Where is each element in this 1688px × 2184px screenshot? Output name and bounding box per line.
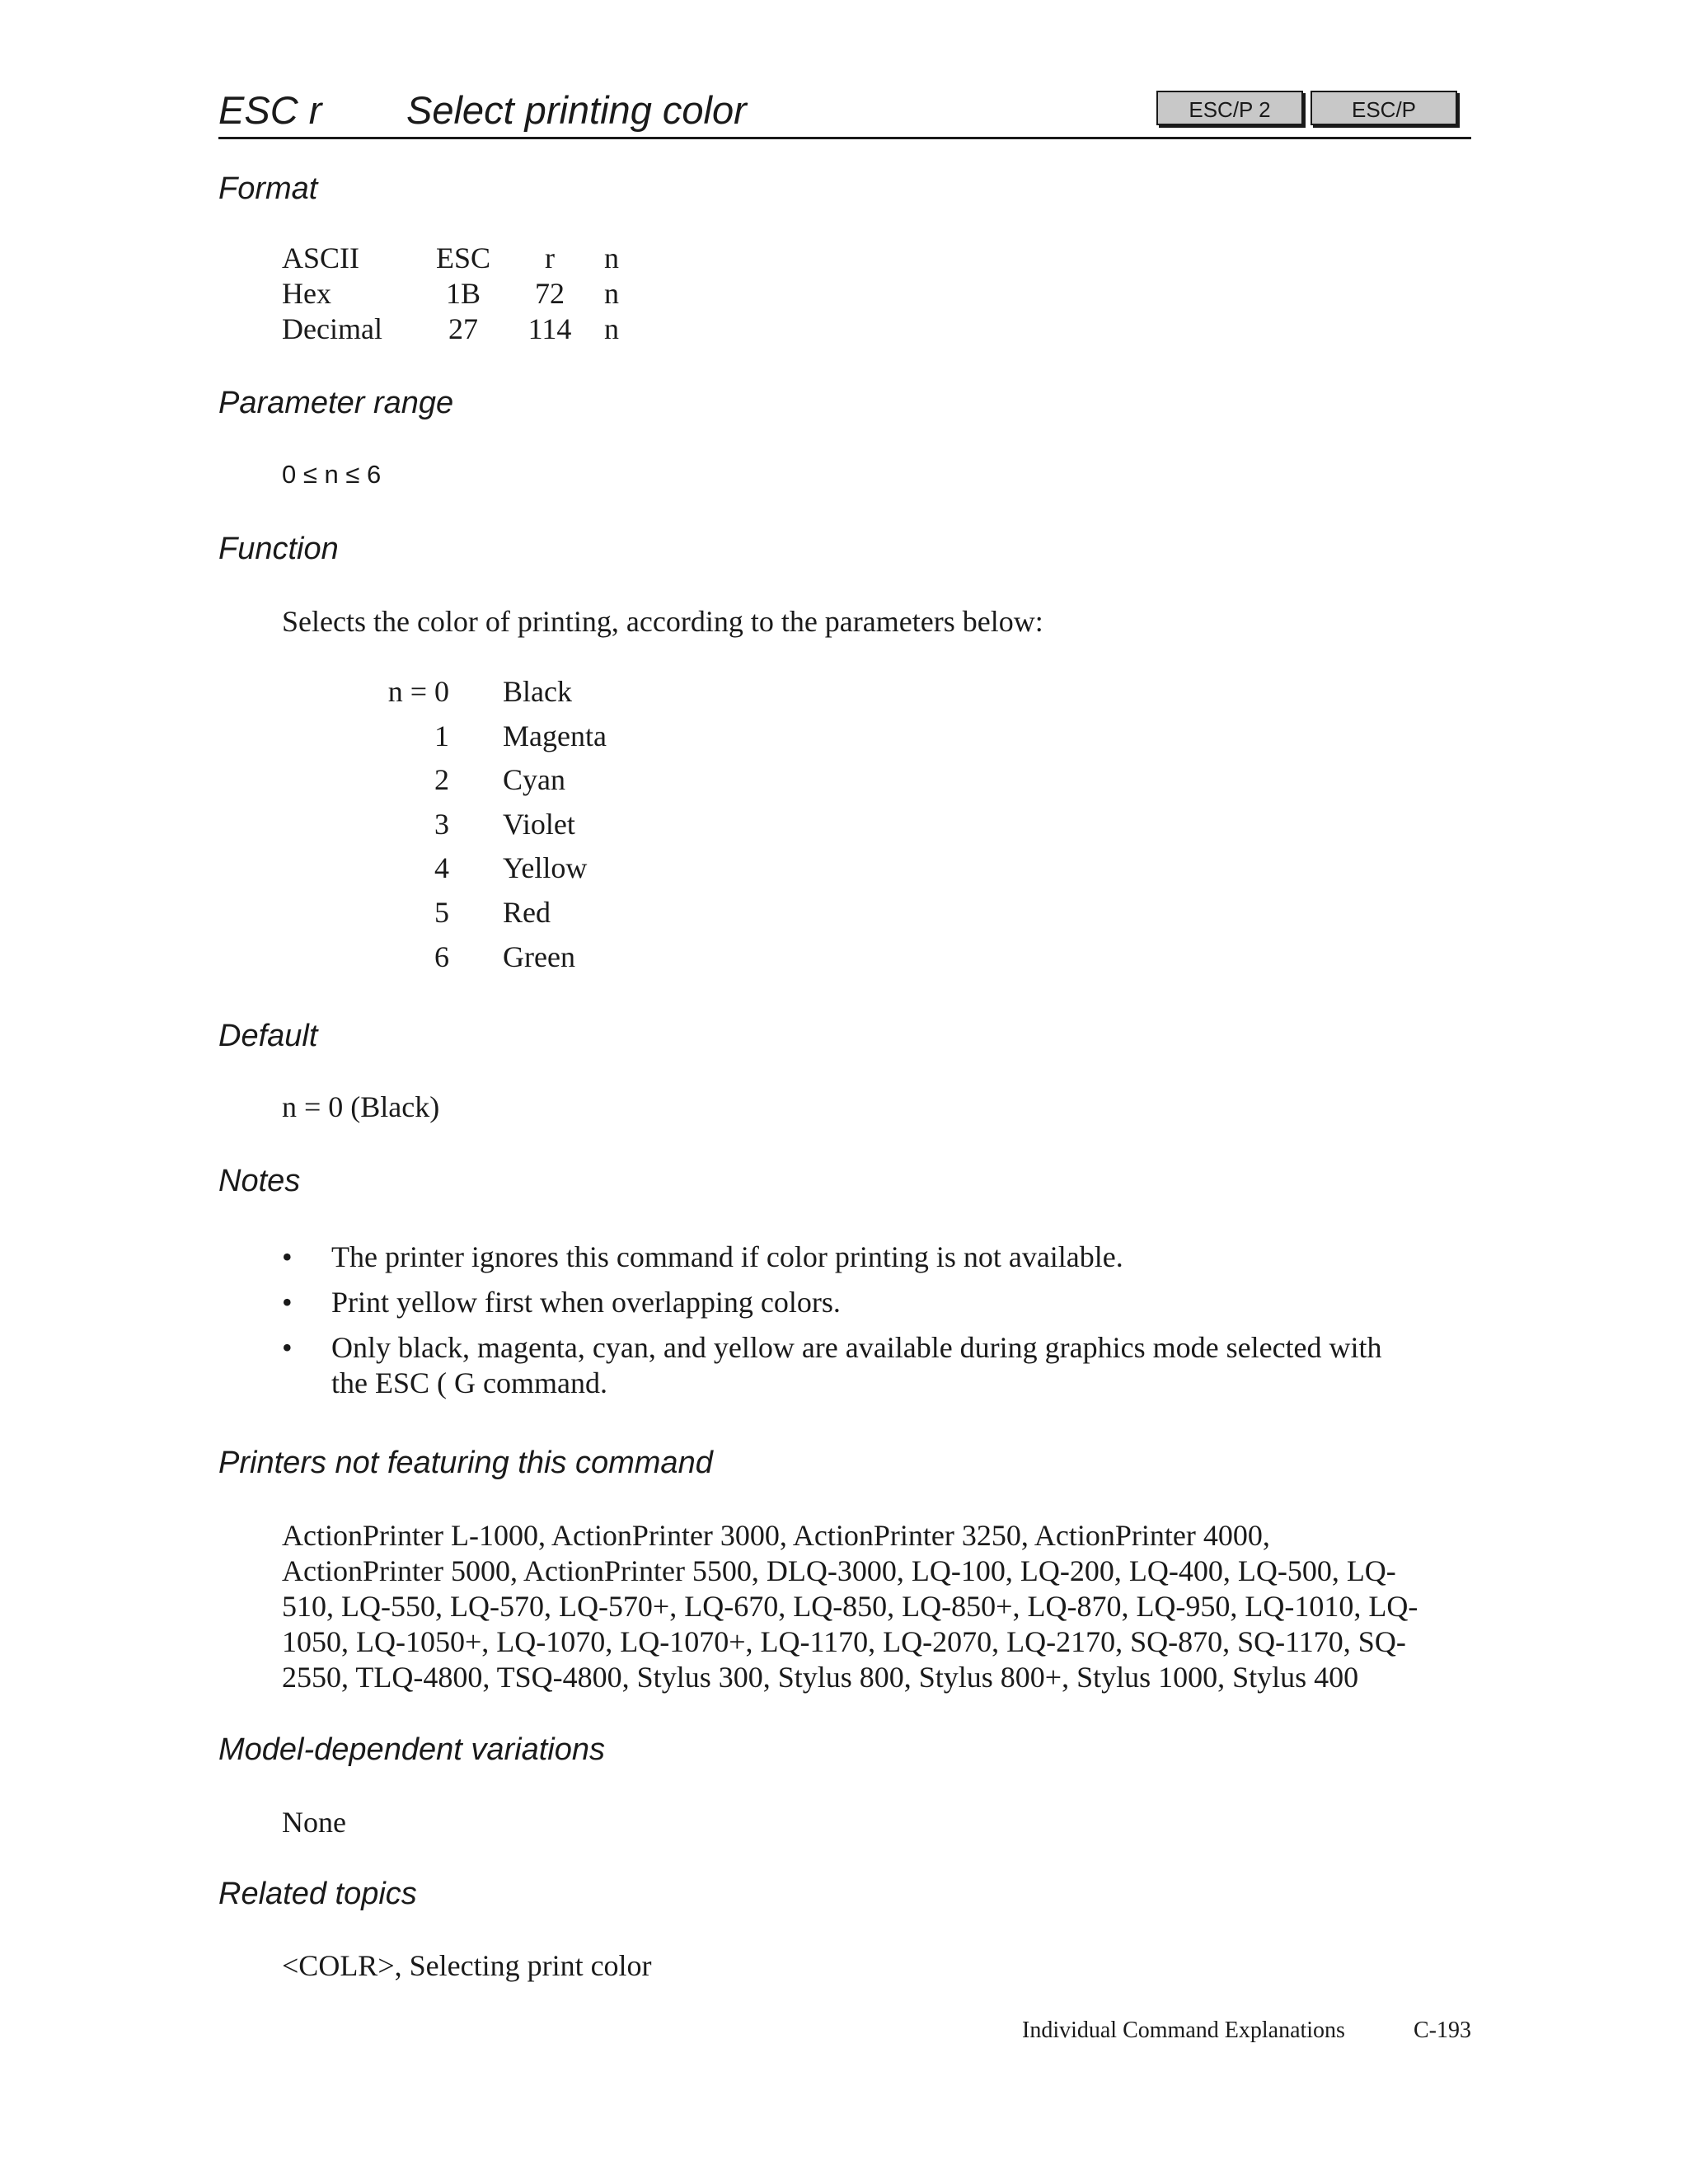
command-name: ESC r — [218, 88, 322, 132]
parameter-range-heading: Parameter range — [218, 386, 454, 420]
bullet-icon: • — [282, 1331, 293, 1364]
format-cell: ESC — [435, 241, 491, 274]
note-text: The printer ignores this command if color printing is not available. — [331, 1240, 1123, 1273]
manual-page — [218, 0, 1471, 2184]
related-text: <COLR>, Selecting print color — [282, 1949, 652, 1982]
format-cell: 1B — [445, 277, 481, 310]
page-title: Select printing color — [406, 88, 747, 132]
color-row — [350, 940, 762, 984]
list-item — [282, 1285, 1419, 1320]
format-cell: 27 — [448, 312, 478, 345]
color-param: 5 — [434, 895, 449, 929]
printers-line: 1050, LQ-1050+, LQ-1070, LQ-1070+, LQ-1170, LQ-2070, LQ-2170, SQ-870, SQ-1170, SQ- — [282, 1625, 1406, 1658]
list-item — [282, 1330, 1419, 1401]
format-cell: Decimal — [282, 312, 382, 345]
tab-escp2: ESC/P 2 — [1156, 91, 1303, 125]
color-table — [350, 674, 762, 983]
default-heading: Default — [218, 1019, 318, 1053]
tab-escp: ESC/P — [1311, 91, 1457, 125]
printers-heading: Printers not featuring this command — [218, 1446, 713, 1480]
color-row — [350, 762, 762, 807]
function-heading: Function — [218, 532, 339, 566]
printers-line: ActionPrinter 5000, ActionPrinter 5500, DLQ-3000, LQ-100, LQ-200, LQ-400, LQ-500, LQ- — [282, 1554, 1396, 1587]
printers-line: ActionPrinter L-1000, ActionPrinter 3000, ActionPrinter 3250, ActionPrinter 4000, — [282, 1519, 1270, 1552]
color-row — [350, 807, 762, 851]
color-name: Cyan — [503, 763, 565, 797]
footer-section: Individual Command Explanations — [1022, 2018, 1345, 2043]
color-name: Green — [503, 940, 575, 973]
color-param: 1 — [434, 719, 449, 752]
format-row-ascii — [282, 241, 694, 276]
format-cell: 114 — [528, 312, 572, 345]
color-name: Violet — [503, 807, 575, 841]
notes-heading: Notes — [218, 1164, 301, 1198]
printers-text — [282, 1518, 1452, 1695]
format-cell: ASCII — [282, 241, 360, 274]
color-name: Black — [503, 675, 572, 708]
color-param: n = 0 — [387, 675, 449, 708]
color-row — [350, 895, 762, 940]
color-row — [350, 674, 762, 719]
format-row-decimal — [282, 312, 694, 347]
format-heading: Format — [218, 171, 318, 206]
list-item — [282, 1240, 1419, 1275]
bullet-icon: • — [282, 1286, 293, 1319]
default-text: n = 0 (Black) — [282, 1090, 440, 1123]
note-text: Only black, magenta, cyan, and yellow are available during graphics mode selected with the ESC ( G command. — [331, 1331, 1382, 1399]
color-row — [350, 851, 762, 895]
notes-list — [282, 1240, 1419, 1411]
page-number: C-193 — [1414, 2018, 1471, 2043]
bullet-icon: • — [282, 1240, 293, 1273]
function-text: Selects the color of printing, according to the parameters below: — [282, 605, 1043, 638]
related-heading: Related topics — [218, 1877, 417, 1911]
format-cell: 72 — [535, 277, 565, 310]
format-table — [282, 241, 694, 347]
color-name: Red — [503, 895, 551, 929]
model-variations-heading: Model-dependent variations — [218, 1732, 605, 1767]
parameter-range-text: 0 ≤ n ≤ 6 — [282, 460, 382, 489]
format-cell: n — [604, 312, 619, 345]
color-name: Magenta — [503, 719, 607, 752]
color-param: 2 — [434, 763, 449, 797]
format-cell: n — [604, 241, 619, 274]
color-param: 4 — [434, 851, 449, 885]
format-cell: r — [545, 241, 555, 274]
printers-line: 510, LQ-550, LQ-570, LQ-570+, LQ-670, LQ-850, LQ-850+, LQ-870, LQ-950, LQ-1010, LQ- — [282, 1590, 1418, 1623]
format-cell: n — [604, 277, 619, 310]
color-param: 3 — [434, 807, 449, 841]
model-variations-text: None — [282, 1806, 346, 1839]
note-text: Print yellow first when overlapping colors. — [331, 1286, 841, 1319]
format-row-hex — [282, 276, 694, 312]
color-param: 6 — [434, 940, 449, 973]
page-header — [218, 82, 1471, 139]
color-name: Yellow — [503, 851, 588, 885]
printers-line: 2550, TLQ-4800, TSQ-4800, Stylus 300, Stylus 800, Stylus 800+, Stylus 1000, Stylus 400 — [282, 1661, 1359, 1694]
color-row — [350, 719, 762, 763]
format-cell: Hex — [282, 277, 331, 310]
